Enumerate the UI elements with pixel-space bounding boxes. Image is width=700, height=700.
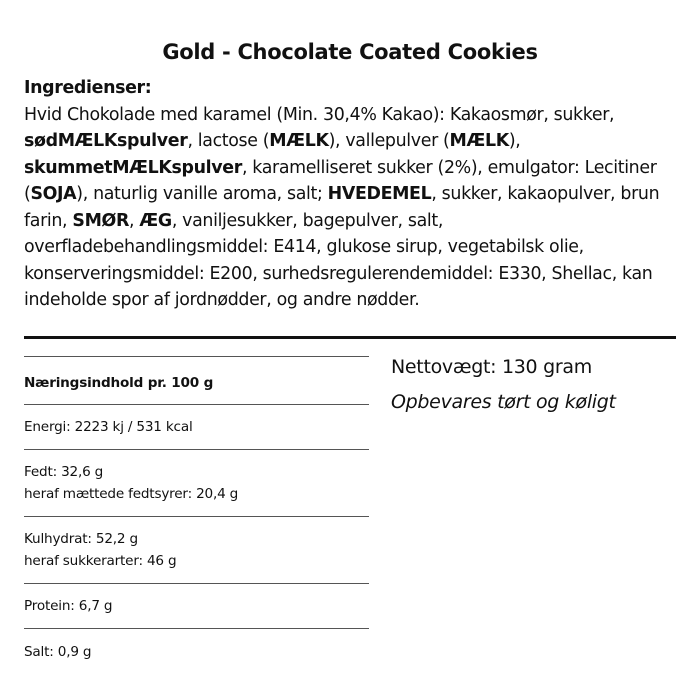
nutrition-salt: Salt: 0,9 g	[24, 644, 92, 660]
nutrition-divider	[24, 449, 369, 450]
nutrition-carbohydrate: Kulhydrat: 52,2 g	[24, 531, 138, 547]
ingredient-segment: , sukker, kakaopulver, brun farin,	[24, 184, 660, 231]
allergen-highlight: MÆLK	[449, 131, 509, 151]
nutrition-header: Næringsindhold pr. 100 g	[24, 375, 214, 391]
net-weight: Nettovægt: 130 gram	[391, 356, 592, 378]
allergen-highlight: MÆLK	[269, 131, 329, 151]
ingredient-segment: , vaniljesukker, bagepulver, salt, overfladebehandlingsmiddel: E414, glukose sirup, vegetabilsk olie, konserveringsmiddel: E200, surhedsregulerendemiddel: E330, Shellac, kan indeholde spor af jordnødder, og andre nødder.	[24, 210, 653, 310]
nutrition-divider	[24, 628, 369, 629]
allergen-highlight: HVEDEMEL	[327, 184, 432, 204]
ingredient-segment: , lactose (	[187, 131, 270, 151]
ingredient-segment: Hvid Chokolade med karamel (Min. 30,4% Kakao): Kakaosmør, sukker,	[24, 104, 615, 125]
allergen-highlight: skummetMÆLKspulver	[24, 157, 242, 178]
nutrition-protein: Protein: 6,7 g	[24, 598, 113, 614]
ingredient-segment: ), vallepulver (	[328, 131, 450, 151]
nutrition-divider	[24, 583, 369, 584]
product-title: Gold - Chocolate Coated Cookies	[162, 40, 538, 64]
ingredient-segment: ,	[129, 210, 140, 231]
ingredients-text	[24, 105, 659, 311]
ingredient-segment: ), naturlig vanille aroma, salt;	[76, 184, 328, 204]
ingredient-segment: , karamelliseret sukker (2%), emulgator: Lecitiner (	[24, 157, 657, 204]
allergen-highlight: sødMÆLKspulver	[24, 131, 188, 151]
section-divider	[24, 336, 676, 339]
nutrition-divider	[24, 356, 369, 357]
nutrition-sugars: heraf sukkerarter: 46 g	[24, 553, 177, 569]
package-info	[391, 354, 616, 415]
ingredients-block	[24, 75, 692, 314]
nutrition-saturated-fat: heraf mættede fedtsyrer: 20,4 g	[24, 486, 239, 502]
nutrition-divider	[24, 516, 369, 517]
nutrition-divider	[24, 404, 369, 405]
allergen-highlight: SOJA	[30, 184, 77, 204]
storage-instructions: Opbevares tørt og køligt	[391, 391, 616, 413]
ingredients-heading: Ingredienser:	[24, 78, 152, 98]
nutrition-fat: Fedt: 32,6 g	[24, 464, 104, 480]
allergen-highlight: SMØR	[72, 210, 129, 231]
allergen-highlight: ÆG	[139, 210, 172, 231]
nutrition-energy: Energi: 2223 kj / 531 kcal	[24, 419, 193, 435]
ingredient-segment: ),	[508, 131, 521, 151]
